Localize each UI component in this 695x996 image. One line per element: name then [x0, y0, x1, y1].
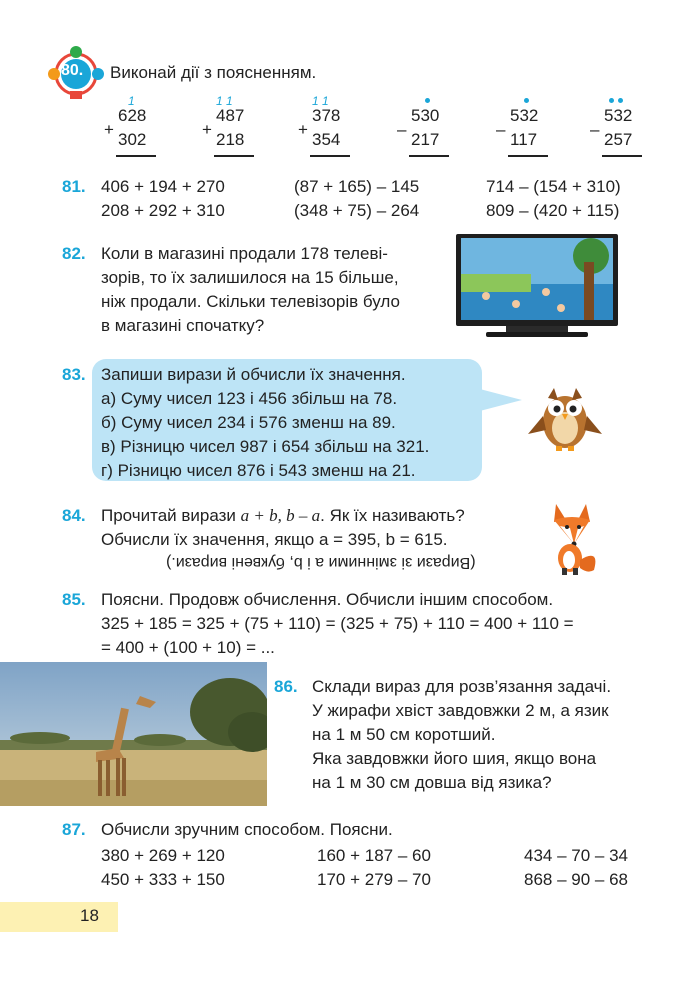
variable-expressions: a + b, b – a	[240, 506, 321, 525]
expression: (87 + 165) – 145	[294, 177, 420, 196]
difference-line	[409, 155, 449, 157]
sum-line	[214, 155, 254, 157]
operand-bottom: 354	[312, 130, 341, 149]
calculation-line: 325 + 185 = 325 + (75 + 110) = (325 + 75) + 110 = 400 + 110 =	[101, 614, 574, 633]
upside-down-hint: (Вирази зі змінними a і b, буквені вирази.)	[166, 554, 476, 571]
operand-top: 530	[411, 106, 440, 125]
problem-text-line: Коли в магазині продали 178 телеві-	[101, 244, 388, 263]
expression: 170 + 279 – 70	[317, 870, 431, 889]
exercise-86-number: 86.	[274, 677, 298, 696]
exercise-84-number: 84.	[62, 506, 86, 525]
operator-sign: +	[202, 120, 212, 139]
text-fragment: . Як їх називають?	[320, 506, 465, 525]
calculation-line: = 400 + (100 + 10) = ...	[101, 638, 275, 657]
exercise-87-number: 87.	[62, 820, 86, 839]
tv-illustration	[456, 234, 618, 338]
operand-top: 378	[312, 106, 341, 125]
operand-bottom: 257	[604, 130, 633, 149]
task-text-line: Поясни. Продовж обчислення. Обчисли іншим способом.	[101, 590, 554, 609]
operand-top: 532	[604, 106, 633, 125]
owl-illustration	[526, 382, 604, 454]
problem-text-line: зорів, то їх залишилося на 15 більше,	[101, 268, 399, 287]
task-text-line: Обчисли їх значення, якщо a = 395, b = 615.	[101, 530, 448, 549]
fox-illustration	[548, 500, 600, 576]
expression: (348 + 75) – 264	[294, 201, 420, 220]
column-calc-1	[104, 94, 164, 164]
problem-text-line: ніж продали. Скільки телевізорів було	[101, 292, 400, 311]
exercise-80-number: 80.	[61, 62, 84, 79]
column-calc-6	[590, 94, 650, 164]
page-number-tab	[0, 902, 118, 932]
exercise-82-number: 82.	[62, 244, 86, 263]
exercise-85-number: 85.	[62, 590, 86, 609]
column-calc-4	[397, 94, 457, 164]
borrow-dot	[524, 98, 529, 103]
problem-text-line: в магазині спочатку?	[101, 316, 265, 335]
exercise-81-number: 81.	[62, 177, 86, 196]
task-text-line: б) Суму чисел 234 і 576 зменш на 89.	[101, 413, 396, 432]
difference-line	[602, 155, 642, 157]
task-text-line: в) Різницю чисел 987 і 654 збільш на 321.	[101, 437, 430, 456]
giraffe-photo	[0, 662, 267, 806]
carry-digits: 1	[128, 94, 135, 108]
operator-sign: –	[397, 120, 407, 139]
problem-text-line: У жирафи хвіст завдовжки 2 м, а язик	[312, 701, 609, 720]
operand-top: 532	[510, 106, 539, 125]
operator-sign: +	[298, 120, 308, 139]
column-calc-3	[298, 94, 358, 164]
expression: 160 + 187 – 60	[317, 846, 431, 865]
exercise-80-title: Виконай дії з поясненням.	[110, 63, 317, 82]
difference-line	[508, 155, 548, 157]
operand-bottom: 117	[510, 130, 538, 149]
operator-sign: –	[496, 120, 506, 139]
operand-bottom: 218	[216, 130, 245, 149]
problem-text-line: Яка завдовжки його шия, якщо вона	[312, 749, 597, 768]
carry-digits: 1 1	[312, 94, 329, 108]
expression: 380 + 269 + 120	[101, 846, 225, 865]
column-calc-2	[202, 94, 262, 164]
task-text-line: а) Суму чисел 123 і 456 збільш на 78.	[101, 389, 398, 408]
expression: 450 + 333 + 150	[101, 870, 225, 889]
operand-top: 487	[216, 106, 245, 125]
speech-bubble-tail	[476, 388, 522, 412]
expression: 714 – (154 + 310)	[486, 177, 621, 196]
text-fragment: Прочитай вирази	[101, 506, 241, 525]
problem-text-line: на 1 м 50 см коротший.	[312, 725, 496, 744]
operator-sign: –	[590, 120, 600, 139]
carry-digits: 1 1	[216, 94, 233, 108]
expression: 809 – (420 + 115)	[486, 201, 620, 220]
sum-line	[116, 155, 156, 157]
task-text-line: Запиши вирази й обчисли їх значення.	[101, 365, 406, 384]
problem-text-line: на 1 м 30 см довша від язика?	[312, 773, 552, 792]
expression: 208 + 292 + 310	[101, 201, 225, 220]
task-text-line	[101, 504, 465, 528]
operand-top: 628	[118, 106, 147, 125]
sum-line	[310, 155, 350, 157]
expression: 868 – 90 – 68	[524, 870, 628, 889]
column-calc-5	[496, 94, 556, 164]
borrow-dot	[609, 98, 614, 103]
problem-text-line: Склади вираз для розв’язання задачі.	[312, 677, 612, 696]
borrow-dot	[618, 98, 623, 103]
operator-sign: +	[104, 120, 114, 139]
operand-bottom: 217	[411, 130, 440, 149]
exercise-83-number: 83.	[62, 365, 86, 384]
exercise-87-title: Обчисли зручним способом. Поясни.	[101, 820, 393, 839]
expression: 434 – 70 – 34	[524, 846, 628, 865]
operand-bottom: 302	[118, 130, 147, 149]
page-number: 18	[80, 906, 99, 925]
borrow-dot	[425, 98, 430, 103]
expression: 406 + 194 + 270	[101, 177, 225, 196]
task-text-line: г) Різницю чисел 876 і 543 зменш на 21.	[101, 461, 416, 480]
